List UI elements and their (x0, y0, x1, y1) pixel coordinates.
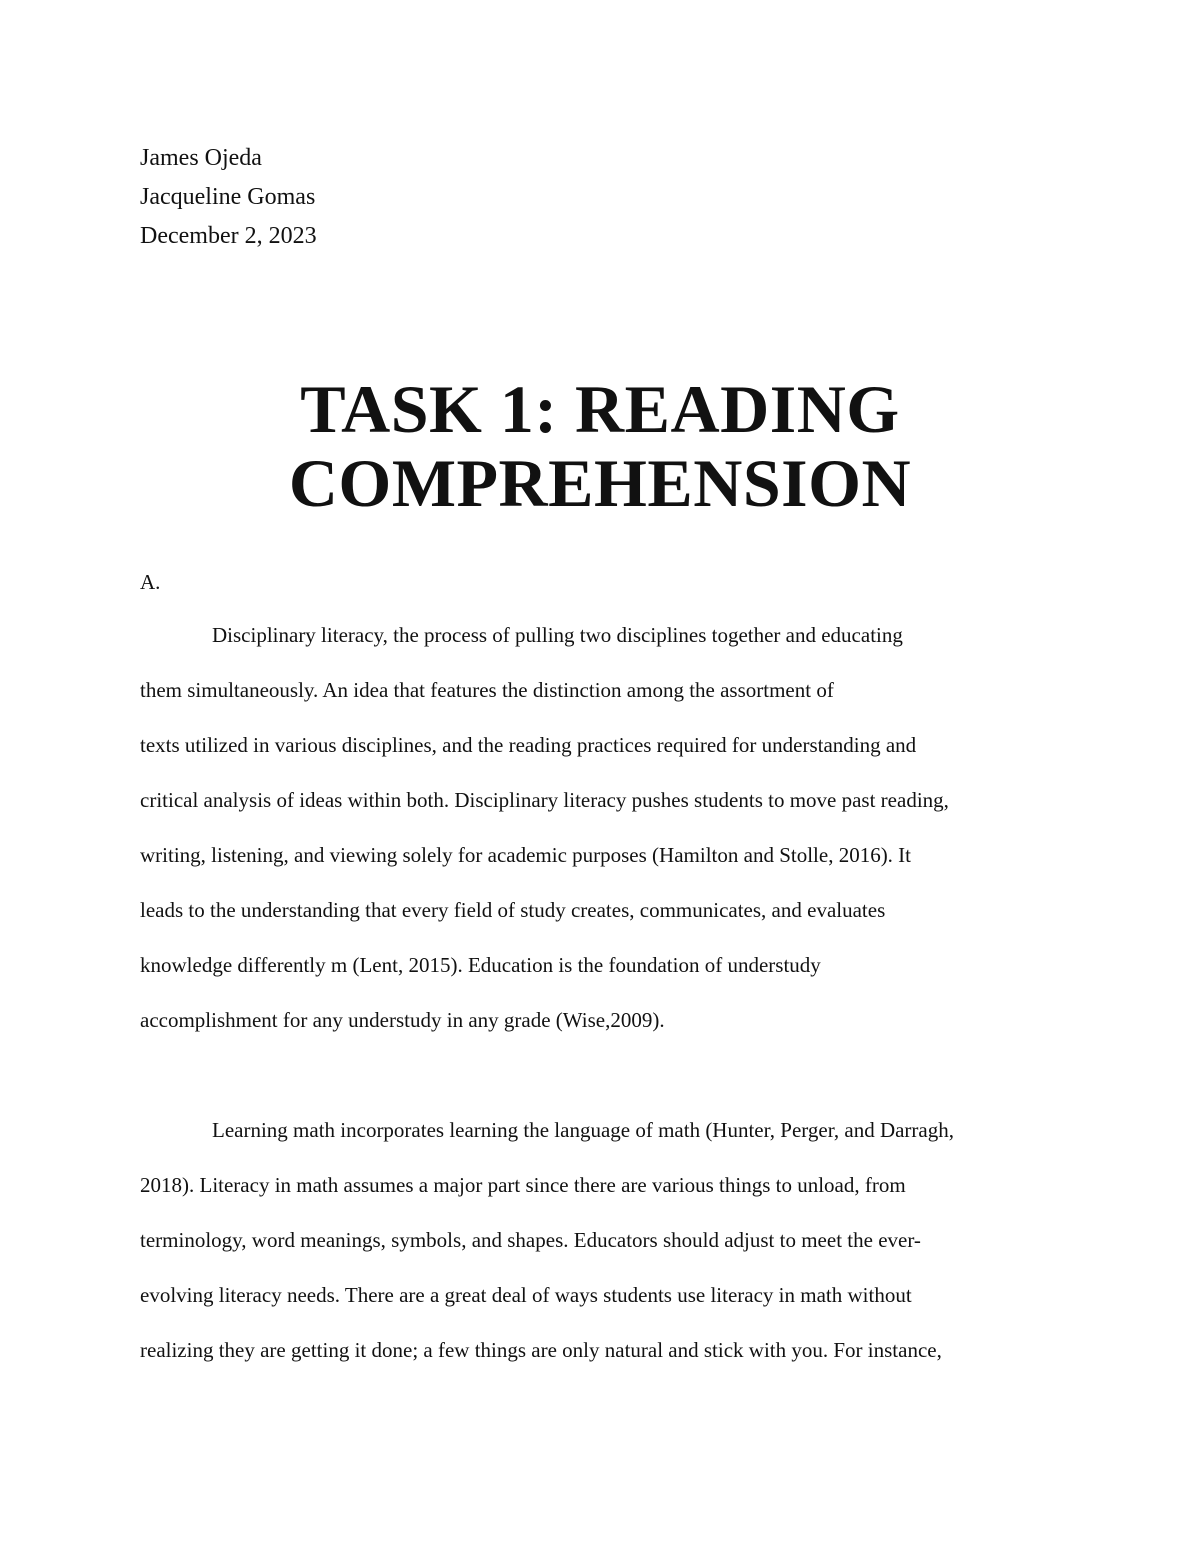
instructor-name: Jacqueline Gomas (140, 184, 316, 210)
document-date: December 2, 2023 (140, 223, 317, 249)
paragraph-line: critical analysis of ideas within both. Disciplinary literacy pushes students to move past reading, (140, 788, 949, 812)
section-label: A. (140, 570, 161, 594)
paragraph-line: accomplishment for any understudy in any grade (Wise,2009). (140, 1008, 665, 1032)
paragraph-line: knowledge differently m (Lent, 2015). Education is the foundation of understudy (140, 953, 821, 977)
paragraph-line: 2018). Literacy in math assumes a major part since there are various things to unload, from (140, 1173, 906, 1197)
author-name: James Ojeda (140, 145, 262, 171)
paragraph-line: leads to the understanding that every field of study creates, communicates, and evaluates (140, 898, 886, 922)
paragraph-line: terminology, word meanings, symbols, and shapes. Educators should adjust to meet the ever- (140, 1228, 921, 1252)
title-line-2: COMPREHENSION (288, 445, 912, 521)
paragraph-line: texts utilized in various disciplines, and the reading practices required for understanding and (140, 733, 917, 757)
paragraph-line: them simultaneously. An idea that features the distinction among the assortment of (140, 678, 834, 702)
paragraph-line: Learning math incorporates learning the language of math (Hunter, Perger, and Darragh, (212, 1118, 954, 1142)
page-title (0, 372, 1200, 520)
paragraph-line: writing, listening, and viewing solely for academic purposes (Hamilton and Stolle, 2016). It (140, 843, 912, 867)
title-line-1: TASK 1: READING (300, 371, 900, 447)
paragraph-line: Disciplinary literacy, the process of pulling two disciplines together and educating (212, 623, 903, 647)
paragraph-line: evolving literacy needs. There are a great deal of ways students use literacy in math without (140, 1283, 912, 1307)
paragraph-line: realizing they are getting it done; a few things are only natural and stick with you. For instance, (140, 1338, 942, 1362)
